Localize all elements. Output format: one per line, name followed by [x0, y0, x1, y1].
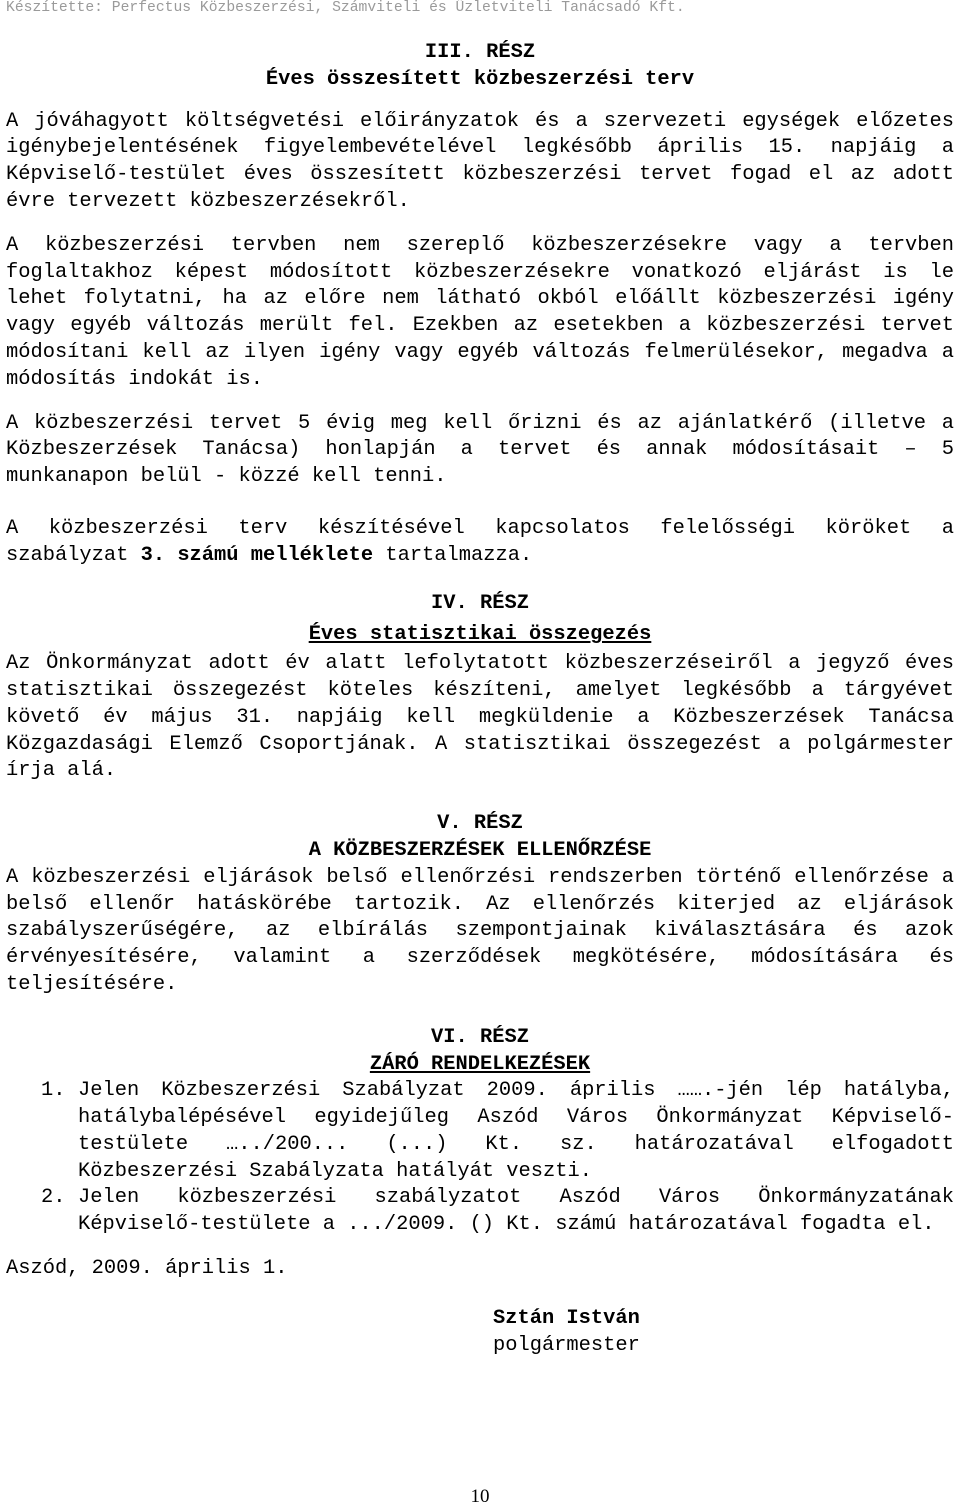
closing-provisions-list	[6, 1078, 954, 1239]
list-item-text: Jelen Közbeszerzési Szabályzat 2009. április …….-jén lép hatályba, hatálybalépésével egyidejűleg Aszód Város Önkormányzat Képviselő-testülete …../200... (...) Kt. sz. határozatával elfogadott Közbeszerzési Szabályzata hatályát veszti.	[78, 1079, 954, 1183]
document-body	[6, 40, 954, 1359]
section-3-paragraph-3: A közbeszerzési tervet 5 évig meg kell őrizni és az ajánlatkérő (illetve a Közbeszerzések Tanácsa) honlapján a tervet és annak módosításait – 5 munkanapon belül - közzé kell tenni.	[6, 411, 954, 489]
section-3-paragraph-2: A közbeszerzési tervben nem szereplő közbeszerzésekre vagy a tervben foglaltakhoz képest módosított közbeszerzésekre vonatkozó eljárást is le lehet folytatni, ha az előre nem látható okból előállt közbeszerzési igény vagy egyéb változás merült fel. Ezekben az esetekben a közbeszerzési tervet módosítani kell az ilyen igény vagy egyéb változás felmerülésekor, megadva a módosítás indokát is.	[6, 233, 954, 391]
section-4-title-text: Éves statisztikai összegezés	[308, 623, 652, 647]
p4-end: tartalmazza.	[373, 543, 533, 567]
running-header: Készítette: Perfectus Közbeszerzési, Számviteli és Üzletviteli Tanácsadó Kft.	[6, 0, 685, 16]
list-item	[6, 1078, 954, 1185]
list-item-number: 1.	[41, 1079, 66, 1103]
list-item-number: 2.	[41, 1186, 66, 1210]
section-5-paragraph-1: A közbeszerzési eljárások belső ellenőrzési rendszerben történő ellenőrzése a belső ellenőr hatáskörébe tartozik. Az ellenőrzés kiterjed az eljárások szabályszerűségére, az elbírálás szempontjainak kiválasztására és azok érvényesítésére, valamint a szerződések megkötésére, módosítására és teljesítésére.	[6, 865, 954, 996]
signature-block	[493, 1306, 954, 1360]
section-6-number: VI. RÉSZ	[431, 1025, 529, 1049]
signatory-role: polgármester	[493, 1333, 640, 1357]
list-item	[6, 1185, 954, 1239]
section-5-title: A KÖZBESZERZÉSEK ELLENŐRZÉSE	[308, 838, 652, 862]
page-number: 10	[470, 1486, 490, 1507]
section-3-title: Éves összesített közbeszerzési terv	[265, 67, 695, 91]
section-5-number: V. RÉSZ	[437, 812, 523, 836]
p4-annex-reference: 3. számú melléklete	[140, 543, 374, 567]
section-3-paragraph-4	[6, 516, 954, 570]
p4-start: A közbeszerzési terv készítésével kapcsolatos felelősségi köröket a szabályzat	[6, 516, 954, 567]
section-3-paragraph-1: A jóváhagyott költségvetési előirányzatok és a szervezeti egységek előzetes igénybejelentésének figyelembevételével legkésőbb április 15. napjáig a Képviselő-testület éves összesített közbeszerzési tervet fogad el az adott évre tervezett közbeszerzésekről.	[6, 109, 954, 213]
section-4-paragraph-1: Az Önkormányzat adott év alatt lefolytatott közbeszerzéseiről a jegyző éves statisztikai összegezést köteles készíteni, amelyet legkésőbb a tárgyévet követő év május 31. napjáig kell megküldenie a Közbeszerzések Tanácsa Közgazdasági Elemző Csoportjának. A statisztikai összegezést a polgármester írja alá.	[6, 652, 954, 783]
section-6-title-text: ZÁRÓ RENDELKEZÉSEK	[369, 1052, 591, 1076]
section-4-title	[6, 622, 954, 649]
section-3-number: III. RÉSZ	[424, 41, 536, 64]
section-6-title	[6, 1052, 954, 1079]
list-item-text: Jelen közbeszerzési szabályzatot Aszód Város Önkormányzatának Képviselő-testülete a .../2009. () Kt. számú határozatával fogadta el.	[78, 1186, 954, 1237]
place-and-date: Aszód, 2009. április 1.	[6, 1257, 288, 1281]
signatory-name: Sztán István	[493, 1306, 640, 1330]
section-4-number: IV. RÉSZ	[431, 591, 529, 615]
